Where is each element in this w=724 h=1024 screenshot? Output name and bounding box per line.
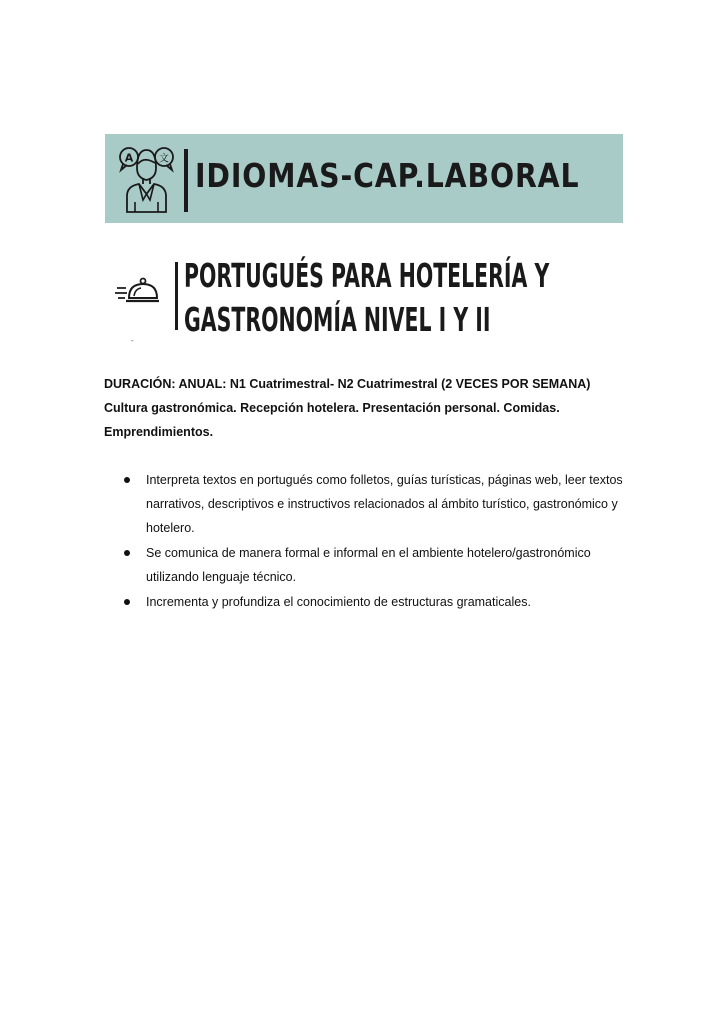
list-item: [104, 590, 624, 614]
course-title-line-2: GASTRONOMÍA NIVEL I Y II: [184, 300, 491, 339]
bullet-dot-icon: [124, 477, 130, 483]
banner-title: IDIOMAS-CAP.LABORAL: [195, 156, 580, 195]
course-title-line-1: PORTUGUÉS PARA HOTELERÍA Y: [184, 256, 550, 295]
topics-text-line-1: Cultura gastronómica. Recepción hotelera. Presentación personal. Comidas.: [104, 401, 560, 415]
duration-text: DURACIÓN: ANUAL: N1 Cuatrimestral- N2 Cuatrimestral (2 VECES POR SEMANA): [104, 377, 591, 391]
list-item-text: Se comunica de manera formal e informal en el ambiente hotelero/gastronómico utilizando lenguaje técnico.: [146, 546, 591, 584]
stray-marker: -: [131, 336, 134, 345]
bullet-dot-icon: [124, 599, 130, 605]
header-banner: [105, 134, 623, 223]
objectives-list: [104, 468, 624, 615]
list-item-text: Incrementa y profundiza el conocimiento de estructuras gramaticales.: [146, 595, 531, 609]
interpreter-person-icon: [117, 144, 175, 214]
banner-divider: [184, 149, 188, 212]
bubble-a-glyph: A: [124, 151, 134, 165]
food-delivery-cloche-icon: [115, 274, 159, 308]
bullet-dot-icon: [124, 550, 130, 556]
course-divider: [175, 262, 178, 330]
list-item: [104, 468, 624, 540]
list-item: [104, 541, 624, 589]
course-title: [184, 254, 549, 342]
bubble-translate-glyph: 文: [159, 153, 169, 165]
topics-text-line-2: Emprendimientos.: [104, 425, 214, 439]
list-item-text: Interpreta textos en portugués como folletos, guías turísticas, páginas web, leer textos narrativos, descriptivos e instructivos relacionados al ámbito turístico, gastronómico y hotelero.: [146, 473, 623, 535]
course-info: [104, 372, 624, 444]
